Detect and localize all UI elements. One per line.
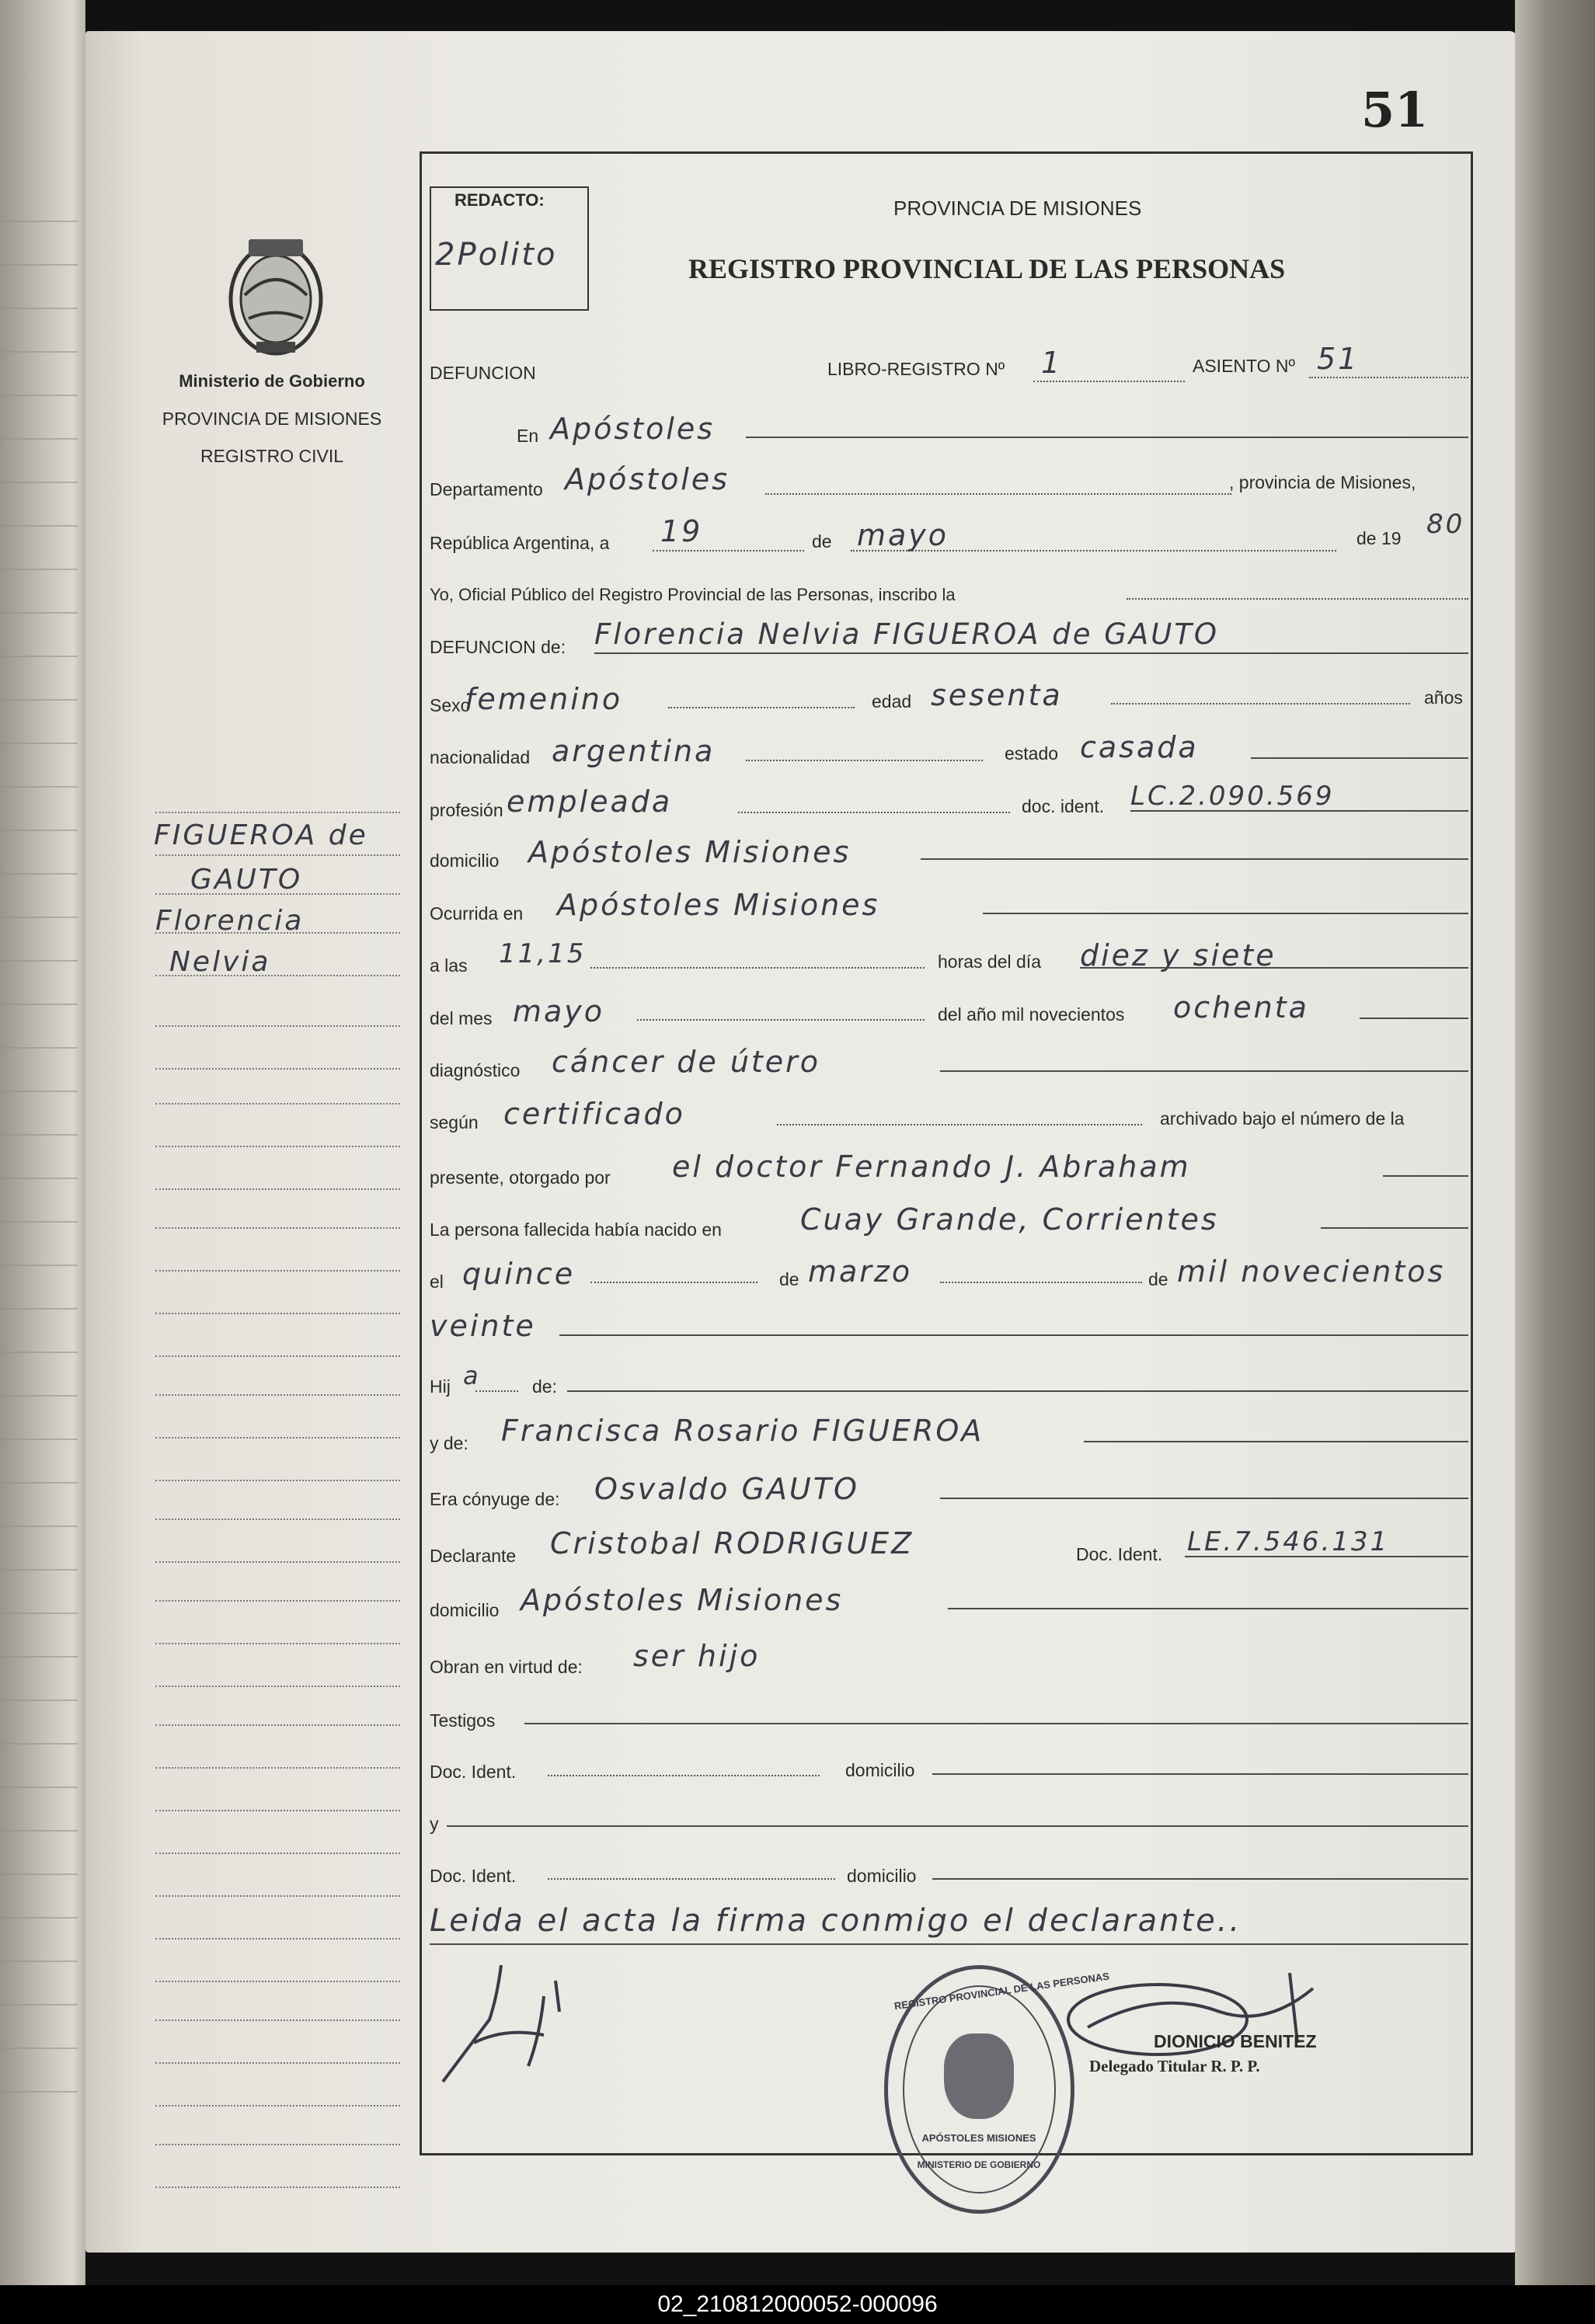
republica-label: República Argentina, a [430,533,610,553]
veinte-value: veinte [430,1309,536,1343]
hij-line [475,1390,518,1392]
conyuge-label: Era cónyuge de: [430,1489,560,1509]
officer-title: Delegado Titular R. P. P. [1089,2057,1260,2075]
edad-value: sesenta [931,678,1063,712]
de19-label: de 19 [1356,528,1402,548]
year-value: 80 [1426,509,1465,540]
nacido-label: La persona fallecida había nacido en [430,1219,722,1240]
edad-label: edad [872,691,912,711]
de-label: de [812,531,832,551]
declarant-signature [427,1950,606,2097]
deceased-line [594,652,1468,654]
margin-surname: FIGUEROA de [154,819,368,851]
declarante-value: Cristobal RODRIGUEZ [550,1526,914,1560]
month-line [851,550,1336,551]
decl-dom-value: Apóstoles Misiones [521,1583,844,1617]
delmes-value: mayo [513,994,605,1028]
dom1-label: domicilio [845,1760,915,1780]
doc1-line [548,1775,820,1776]
profesion-label: profesión [430,800,503,820]
month-value: mayo [857,518,949,552]
estado-value: casada [1080,730,1199,764]
ocurrida-line [983,913,1468,914]
estado-label: estado [1005,743,1059,764]
officer-name: DIONICIO BENITEZ [1154,2031,1317,2051]
presente-value: el doctor Fernando J. Abraham [672,1150,1191,1184]
margin-given-name: Florencia [155,905,305,937]
domicilio-label: domicilio [430,851,500,871]
decl-doc-line [1185,1556,1468,1557]
profesion-value: empleada [507,785,673,819]
closing-statement: Leida el acta la firma conmigo el declarante.. [430,1903,1242,1939]
departamento-line [765,493,1231,495]
segun-label: según [430,1112,479,1132]
decl-doc-value: LE.7.546.131 [1187,1526,1390,1557]
en-label: En [517,426,539,446]
registry-heading: REGISTRO PROVINCIAL DE LAS PERSONAS [688,253,1286,284]
horas-value: diez y siete [1080,938,1276,972]
demarzo-line [940,1282,1142,1283]
obran-value: ser hijo [633,1639,761,1673]
demarzo-label: de [779,1269,799,1289]
testigos-label: Testigos [430,1710,496,1731]
declarante-label: Declarante [430,1546,517,1566]
sexo-label: Sexo [430,695,471,715]
hij-value: a [463,1361,481,1390]
departamento-value: Apóstoles [565,462,730,496]
y-line [447,1825,1468,1827]
yde-line [1084,1441,1468,1442]
diagnostico-line [940,1070,1468,1072]
nacido-line [1321,1227,1468,1229]
dom1-line [932,1773,1468,1775]
page-number: 51 [1361,82,1429,138]
day-line [653,550,804,551]
sexo-line [668,707,855,708]
alas-line [590,967,925,969]
doc-line [1130,810,1468,812]
alas-value: 11,15 [499,938,587,969]
doc-ident-label: doc. ident. [1022,796,1105,816]
alas-label: a las [430,955,468,976]
book-edge [1515,0,1595,2285]
ministry-province: PROVINCIA DE MISIONES [162,409,382,429]
decl-dom-label: domicilio [430,1600,500,1620]
doc1-label: Doc. Ident. [430,1762,517,1782]
horas-label: horas del día [938,952,1041,972]
image-caption: 02_210812000052-000096 [0,2285,1595,2324]
demil-label: de [1148,1269,1168,1289]
delmes-line [637,1019,925,1021]
delanio-line [1360,1018,1468,1019]
ocurrida-value: Apóstoles Misiones [557,888,880,922]
horas-line [1080,967,1468,969]
nacionalidad-line [746,760,983,761]
presente-label: presente, otorgado por [430,1167,611,1188]
presente-line [1383,1175,1468,1177]
mother-name: Francisca Rosario FIGUEROA [501,1414,984,1448]
asiento-line [1309,377,1468,378]
libro-line [1033,381,1185,382]
archivado-label: archivado bajo el número de la [1160,1108,1405,1129]
redacto-signature: 2Polito [435,237,558,273]
decl-doc-label: Doc. Ident. [1076,1544,1163,1564]
dom2-line [932,1878,1468,1880]
spouse-name: Osvaldo GAUTO [594,1472,859,1506]
edad-line [1111,703,1410,705]
seal-bottom-text: MINISTERIO DE GOBIERNO [917,2159,1041,2170]
province-heading: PROVINCIA DE MISIONES [893,197,1142,220]
asiento-value: 51 [1317,342,1360,376]
demil-value: mil novecientos [1177,1254,1446,1289]
segun-line [777,1124,1142,1125]
margin-surname-2: GAUTO [190,864,303,896]
oficial-statement: Yo, Oficial Público del Registro Provincial de las Personas, inscribo la [430,585,956,604]
decl-dom-line [948,1608,1468,1609]
veinte-line [559,1334,1468,1336]
en-line [746,437,1468,438]
provincia-misiones: , provincia de Misiones, [1229,472,1416,492]
doc2-label: Doc. Ident. [430,1866,517,1886]
hij-de-line [567,1390,1468,1392]
deceased-name: Florencia Nelvia FIGUEROA de GAUTO [594,618,1220,651]
anios-label: años [1424,687,1463,708]
estado-line [1251,757,1468,759]
departamento-label: Departamento [430,479,543,499]
hij-label: Hij [430,1376,451,1397]
delanio-label: del año mil novecientos [938,1004,1125,1025]
nacionalidad-value: argentina [552,734,716,768]
delmes-label: del mes [430,1008,493,1028]
y-label: y [430,1814,439,1834]
seal-inner-text: APÓSTOLES MISIONES [921,2132,1036,2144]
dom2-label: domicilio [847,1866,917,1886]
nacionalidad-label: nacionalidad [430,747,531,767]
testigos-line [524,1723,1468,1724]
delanio-value: ochenta [1173,990,1309,1025]
defuncion-de-label: DEFUNCION de: [430,637,566,657]
diagnostico-label: diagnóstico [430,1060,521,1080]
redacto-label: REDACTO: [454,190,545,210]
nacido-value: Cuay Grande, Corrientes [800,1202,1219,1237]
el-label: el [430,1272,444,1292]
diagnostico-value: cáncer de útero [552,1045,821,1079]
margin-given-name-2: Nelvia [169,946,271,978]
seal-emblem [944,2034,1014,2119]
previous-page-lines [0,179,78,2120]
sexo-value: femenino [465,682,623,716]
conyuge-line [940,1498,1468,1499]
closing-line [430,1943,1468,1945]
doc-ident-value: LC.2.090.569 [1130,781,1335,812]
coat-of-arms-logo [218,233,334,361]
ministry-title: Ministerio de Gobierno [179,371,365,391]
profesion-line [738,812,1010,813]
obran-label: Obran en virtud de: [430,1657,583,1677]
el-value: quince [462,1257,576,1291]
libro-value: 1 [1041,346,1063,380]
domicilio-line [921,858,1468,860]
defuncion-label: DEFUNCION [430,363,536,383]
yde-label: y de: [430,1433,468,1453]
demarzo-value: marzo [808,1254,913,1289]
asiento-label: ASIENTO Nº [1193,356,1295,376]
oficial-line [1127,598,1468,600]
domicilio-value: Apóstoles Misiones [528,835,851,869]
doc2-line [548,1878,835,1880]
segun-value: certificado [503,1097,685,1131]
seal-text: REGISTRO PROVINCIAL DE LAS PERSONAS [893,1970,1110,2013]
en-value: Apóstoles [550,412,716,446]
hij-de-label: de: [532,1376,557,1397]
day-value: 19 [660,514,703,548]
ministry-civil-registry: REGISTRO CIVIL [200,446,344,466]
libro-label: LIBRO-REGISTRO Nº [827,359,1005,379]
ocurrida-label: Ocurrida en [430,903,524,924]
el-line [590,1282,757,1283]
